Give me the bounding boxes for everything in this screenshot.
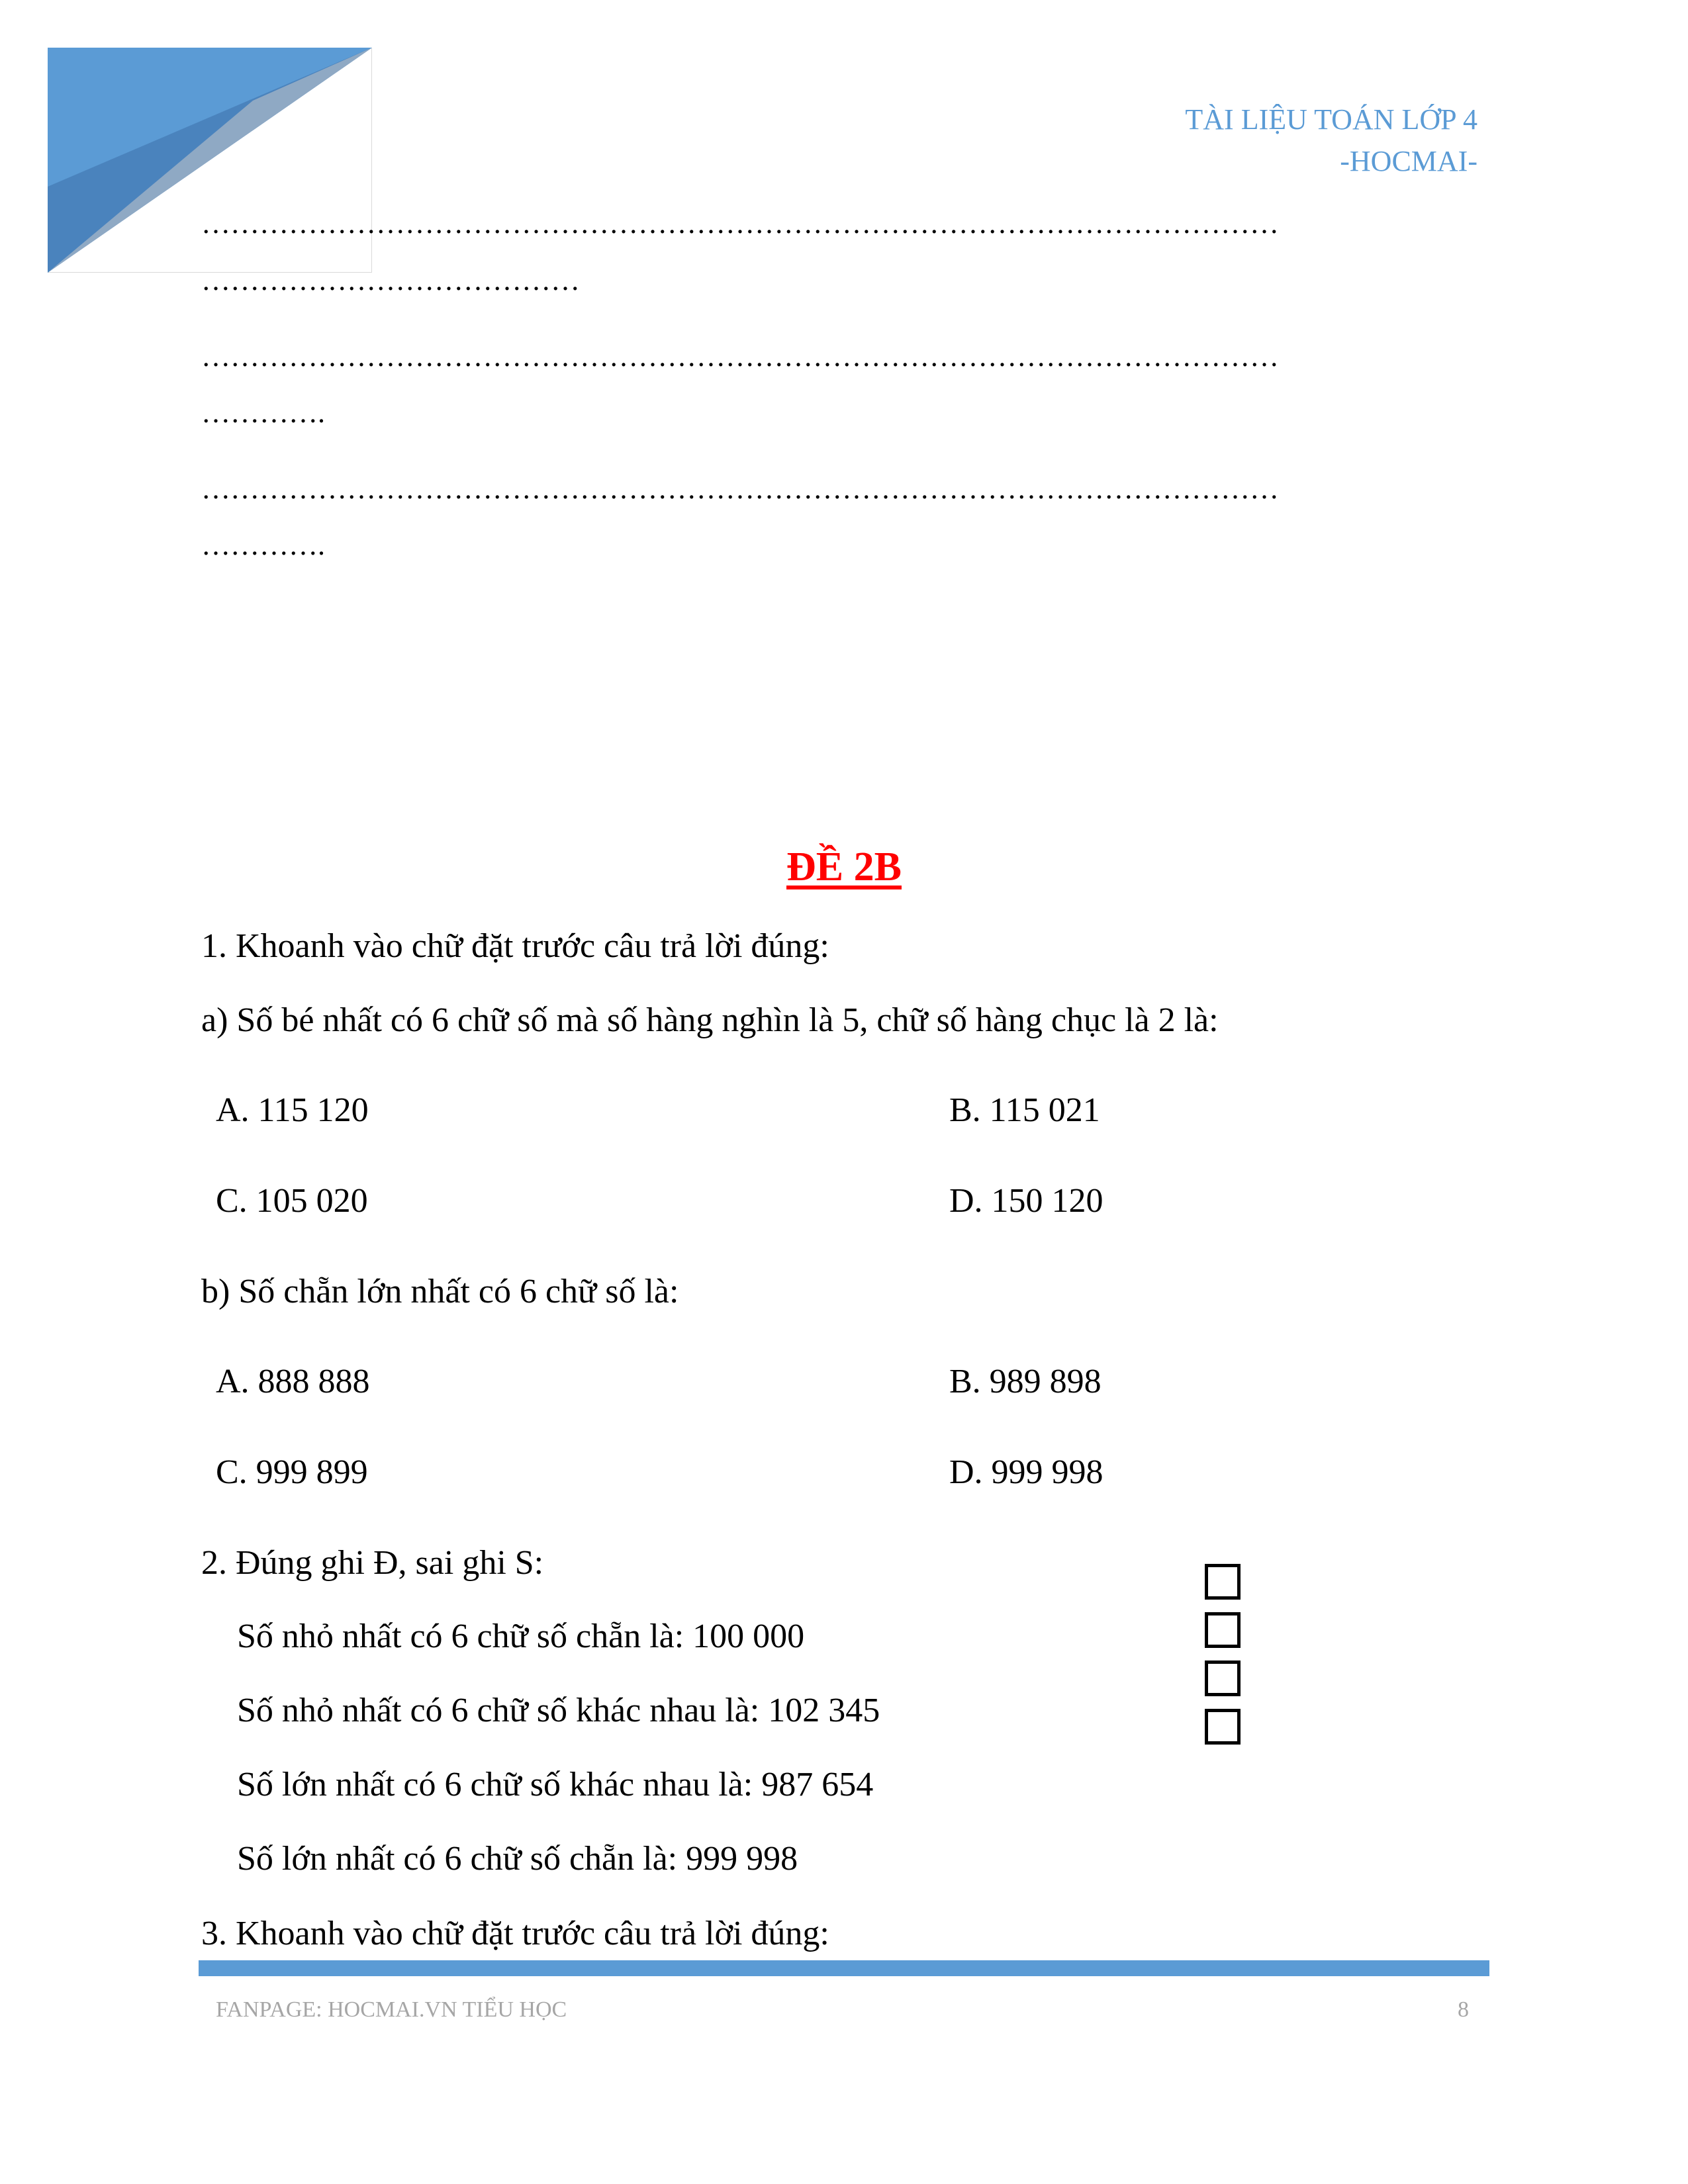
q1a-option-a[interactable]: A. 115 120 <box>216 1091 369 1129</box>
footer-fanpage: FANPAGE: HOCMAI.VN TIỂU HỌC <box>216 1997 567 2022</box>
q1b-option-b[interactable]: B. 989 898 <box>949 1363 1102 1400</box>
answer-line: ………………………………………………………………………………………………… <box>201 207 1279 240</box>
section-title: ĐỀ 2B <box>786 844 902 889</box>
q2-statement: Số lớn nhất có 6 chữ số khác nhau là: 987 654 <box>237 1766 874 1803</box>
page-number: 8 <box>1458 1997 1469 2022</box>
q1a-option-d[interactable]: D. 150 120 <box>949 1182 1103 1220</box>
answer-line: …………. <box>201 396 325 429</box>
q1a-option-c[interactable]: C. 105 020 <box>216 1182 368 1220</box>
answer-line: ………………………………………………………………………………………………… <box>201 340 1279 373</box>
q2-statement: Số lớn nhất có 6 chữ số chẵn là: 999 998 <box>237 1840 798 1878</box>
answer-checkbox[interactable] <box>1205 1612 1241 1648</box>
answer-checkbox[interactable] <box>1205 1661 1241 1696</box>
answer-line: …………. <box>201 529 325 561</box>
answer-line: ………………………………… <box>201 264 580 296</box>
question-1a-prompt: a) Số bé nhất có 6 chữ số mà số hàng nghìn là 5, chữ số hàng chục là 2 là: <box>201 1001 1219 1039</box>
q2-statement: Số nhỏ nhất có 6 chữ số chẵn là: 100 000 <box>237 1617 805 1655</box>
question-3-prompt: 3. Khoanh vào chữ đặt trước câu trả lời đúng: <box>201 1915 829 1952</box>
question-1-prompt: 1. Khoanh vào chữ đặt trước câu trả lời đúng: <box>201 927 829 965</box>
answer-line: ………………………………………………………………………………………………… <box>201 473 1279 505</box>
q1b-option-c[interactable]: C. 999 899 <box>216 1453 368 1491</box>
answer-checkbox[interactable] <box>1205 1564 1241 1600</box>
q1b-option-a[interactable]: A. 888 888 <box>216 1363 370 1400</box>
answer-checkbox[interactable] <box>1205 1709 1241 1745</box>
header-brand: -HOCMAI- <box>1340 145 1477 177</box>
footer-divider <box>199 1960 1489 1976</box>
q2-statement: Số nhỏ nhất có 6 chữ số khác nhau là: 102 345 <box>237 1692 880 1729</box>
q1b-option-d[interactable]: D. 999 998 <box>949 1453 1103 1491</box>
header-title: TÀI LIỆU TOÁN LỚP 4 <box>1185 103 1477 136</box>
question-2-prompt: 2. Đúng ghi Đ, sai ghi S: <box>201 1544 544 1582</box>
q1a-option-b[interactable]: B. 115 021 <box>949 1091 1100 1129</box>
question-1b-prompt: b) Số chẵn lớn nhất có 6 chữ số là: <box>201 1273 679 1310</box>
